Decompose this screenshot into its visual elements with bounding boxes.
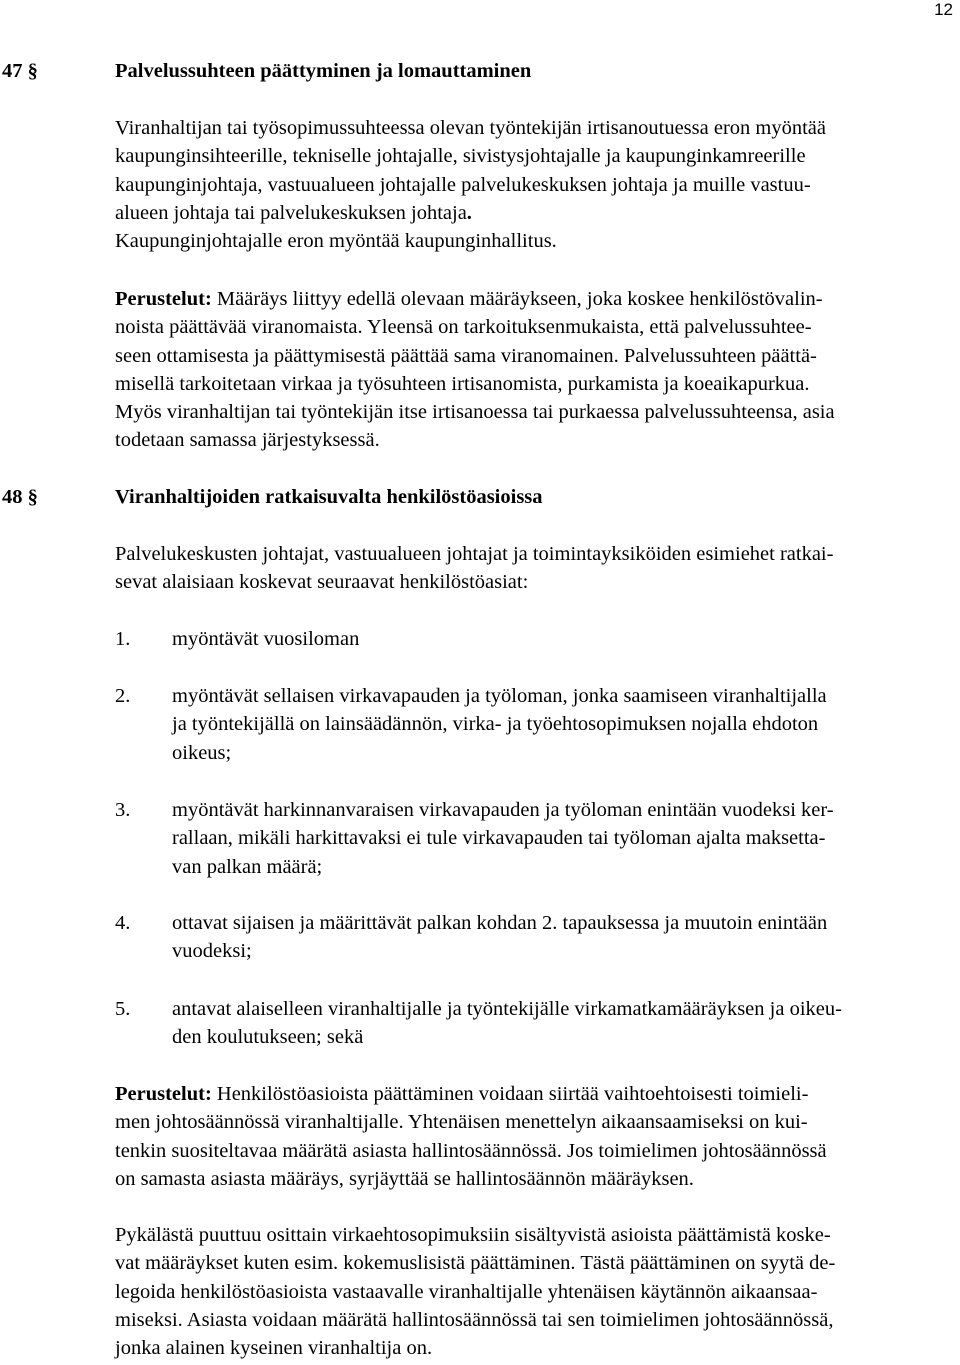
list-item-number: 2. [115,685,131,707]
text-span: alueen johtaja tai palvelukeskuksen johtaja [115,201,467,224]
text-line: jonka alainen kyseinen viranhaltija on. [115,1337,433,1360]
text-line: ja työntekijällä on lainsäädännön, virka- ja työehtosopimuksen nojalla ehdoton [172,713,819,736]
text-line: vat määräykset kuten esim. kokemuslisistä päättäminen. Tästä päättäminen on syytä de- [115,1252,836,1275]
text-line: Kaupunginjohtajalle eron myöntää kaupunginhallitus. [115,230,557,253]
list-item-text [172,796,834,881]
section-47-number: 47 § [2,60,38,82]
list-item-text [172,909,827,966]
text-line: myöntävät vuosiloman [172,628,360,650]
page-number: 12 [934,0,953,19]
text-line: Pykälästä puuttuu osittain virkaehtosopimuksiin sisältyvistä asioista päättämistä koske- [115,1224,831,1246]
text-line: Viranhaltijan tai työsopimussuhteessa olevan työntekijän irtisanoutuessa eron myöntää [115,117,826,139]
text-line: noista päättävää viranomaista. Yleensä on tarkoituksenmukaista, että palvelussuhtee- [115,316,812,339]
text-line: myöntävät sellaisen virkavapauden ja työloman, jonka saamiseen viranhaltijalla [172,685,827,707]
text-line [115,199,960,227]
text-line: men johtosäännössä viranhaltijalle. Yhtenäisen menettelyn aikaansaamiseksi on kui- [115,1111,808,1134]
section-48-heading [2,483,902,511]
list-item-number: 1. [115,628,131,650]
perustelut-label: Perustelut: [115,288,212,310]
section-47-heading [2,57,902,85]
text-line [115,285,960,313]
section-47-paragraph-1 [115,114,960,255]
text-line: myöntävät harkinnanvaraisen virkavapauden ja työloman enintään vuodeksi ker- [172,799,834,821]
section-47-title: Palvelussuhteen päättyminen ja lomauttaminen [115,60,532,82]
list-item-text [172,995,842,1052]
list-item-number: 5. [115,998,131,1020]
text-line: oikeus; [172,741,232,764]
list-item-text [172,682,827,767]
section-48-final-paragraph [115,1221,960,1362]
text-span: . [466,201,472,224]
text-line: misellä tarkoitetaan virkaa ja työsuhteen irtisanomista, purkamista ja koeaikapurkua. [115,372,810,395]
perustelut-label: Perustelut: [115,1083,212,1105]
text-line: seen ottamisesta ja päättymisestä päättää sama viranomainen. Palvelussuhteen päättä- [115,344,817,367]
section-48-perustelut [115,1080,960,1193]
text-line: Myös viranhaltijan tai työntekijän itse irtisanoessa tai purkaessa palvelussuhteensa, asia [115,401,835,424]
text-line: kaupunginsihteerille, tekniselle johtajalle, sivistysjohtajalle ja kaupunginkamreerille [115,145,806,168]
text-span: Määräys liittyy edellä olevaan määräykseen, joka koskee henkilöstövalin- [211,288,823,310]
text-line: on samasta asiasta määräys, syrjäyttää se hallintosäännön määräyksen. [115,1167,694,1190]
text-line: van palkan määrä; [172,855,323,878]
text-line: ottavat sijaisen ja määrittävät palkan kohdan 2. tapauksessa ja muutoin enintään [172,912,828,934]
text-line: rallaan, mikäli harkittavaksi ei tule virkavapauden tai työloman ajalta maksetta- [172,827,826,850]
list-item-number: 3. [115,799,131,821]
section-47-perustelut [115,285,960,455]
text-line: Palvelukeskusten johtajat, vastuualueen johtajat ja toimintayksiköiden esimiehet ratkai- [115,543,834,565]
text-line: miseksi. Asiasta voidaan määrätä hallintosäännössä tai sen toimielimen johtosäännössä, [115,1308,834,1331]
text-line: tenkin suositeltavaa määrätä asiasta hallintosäännössä. Jos toimielimen johtosäännössä [115,1139,827,1162]
section-48-number: 48 § [2,486,38,508]
text-line: todetaan samassa järjestyksessä. [115,429,380,452]
text-line: kaupunginjohtaja, vastuualueen johtajalle palvelukeskuksen johtaja ja muille vastuu- [115,173,811,196]
list-item-text [172,625,359,653]
list-item-number: 4. [115,912,131,934]
text-line [115,1080,960,1108]
text-line: den koulutukseen; sekä [172,1026,364,1049]
text-line: sevat alaisiaan koskevat seuraavat henkilöstöasiat: [115,571,529,594]
section-48-title: Viranhaltijoiden ratkaisuvalta henkilöstöasioissa [115,486,543,508]
text-line: antavat alaiselleen viranhaltijalle ja työntekijälle virkamatkamääräyksen ja oikeu- [172,998,842,1020]
section-48-intro [115,540,960,597]
text-span: Henkilöstöasioista päättäminen voidaan siirtää vaihtoehtoisesti toimieli- [211,1083,809,1105]
text-line: vuodeksi; [172,940,252,963]
text-line: legoida henkilöstöasioista vastaavalle viranhaltijalle yhtenäisen käytännön aikaansaa- [115,1280,818,1303]
